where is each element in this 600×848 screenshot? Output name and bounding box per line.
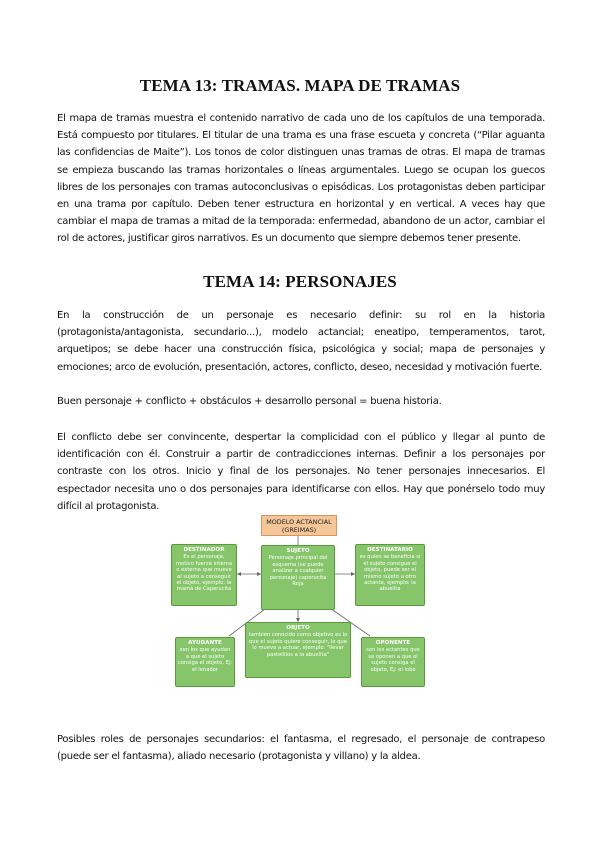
sujeto-title: SUJETO [286,548,310,554]
diagram-title-box [261,515,337,536]
sujeto-box [261,545,335,610]
tema13-heading: TEMA 13: TRAMAS. MAPA DE TRAMAS [139,76,461,95]
actantial-model-diagram [165,511,433,696]
oponente-title: OPONENTE [375,640,411,646]
objeto-box [245,622,351,678]
diagram-title-line2: (GREIMAS) [281,526,317,534]
tema14-paragraph-2: Buen personaje + conflicto + obstáculos + desarrollo personal = buena historia. [57,396,442,407]
diagram-title-line1: MODELO ACTANCIAL [266,518,332,526]
objeto-text: también conocido como objetivo es lo que el sujeto quiere conseguir, lo que lo mueve a actuar, ejemplo: "llevar pastelillos a la abuelita" [248,632,348,658]
tema14-paragraph-3: El conflicto debe ser convincente, despertar la complicidad con el público y llegar al punto de identificación con él. Construir a partir de contradicciones internas. Definir a los personajes por contraste con los otros. Inicio y final de los personajes. No tener personajes innecesarios. El espectador necesita uno o dos personajes para identificarse con ellos. Hay que ponérselo todo muy difícil al protagonista. [57,432,545,512]
oponente-box [361,637,425,687]
ayudante-text: son los que ayudan a que el sujeto consiga el objeto, Ej: el leñador [178,647,232,673]
destinador-title: DESTINADOR [183,547,225,553]
destinatario-title: DESTINATARIO [367,547,413,553]
ayudante-box [175,637,235,687]
destinatario-box [355,544,425,606]
destinatario-text: es quien se beneficia si el sujeto consigue el objeto, puede ser el mismo sujeto u otro actante, ejemplo: la abuelita [359,554,421,593]
tema13-paragraph: El mapa de tramas muestra el contenido narrativo de cada uno de los capítulos de una temporada. Está compuesto por titulares. El titular de una trama es una frase escueta y concreta (“Pilar aguanta las confidencias de Maite”). Los tonos de color distinguen unas tramas de otras. El mapa de tramas se empieza buscando las tramas horizontales o líneas argumentales. Luego se ocupan los guecos libres de los personajes con tramas autoconclusivas o episódicas. Los protagonistas deben participar en una trama por capítulo. Deben tener estructura en horizontal y en vertical. A veces hay que cambiar el mapa de tramas a mitad de la temporada: enfermedad, abandono de un actor, cambiar el rol de actores, justificar giros narrativos. Es un documento que siempre debemos tener presente. [57,113,545,245]
destinador-text: Es el personaje, motivo fuerza interna o externa que mueve al sujeto a conseguir el objeto, ejemplo: la mamá de Caperucita [175,554,233,593]
tema14-heading: TEMA 14: PERSONAJES [203,272,397,291]
arrow-to-destinador [237,572,241,576]
objeto-title: OBJETO [286,625,310,631]
tema14-paragraph-1: En la construcción de un personaje es necesario definir: su rol en la historia (protagonista/antagonista, secundario...), modelo actancial; eneatipo, temperamentos, tarot, arquetipos; se debe hacer una construcción física, psicológica y social; mapa de personajes y emociones; arco de evolución, presentación, actores, conflicto, deseo, necesidad y motivación fuerte. [57,310,545,373]
tema14-paragraph-4: Posibles roles de personajes secundarios: el fantasma, el regresado, el personaje de contrapeso (puede ser el fantasma), aliado necesario (protagonista y villano) y la aldea. [57,734,545,763]
oponente-text: son los actantes que se oponen a que el sujeto consiga el objeto, Ej: el lobo [366,647,420,673]
destinador-box [171,544,237,606]
sujeto-text: Personaje principal del esquema (se puede analizar a cualquier personaje) caperucita Roja [268,555,328,588]
ayudante-title: AYUDANTE [188,640,222,646]
